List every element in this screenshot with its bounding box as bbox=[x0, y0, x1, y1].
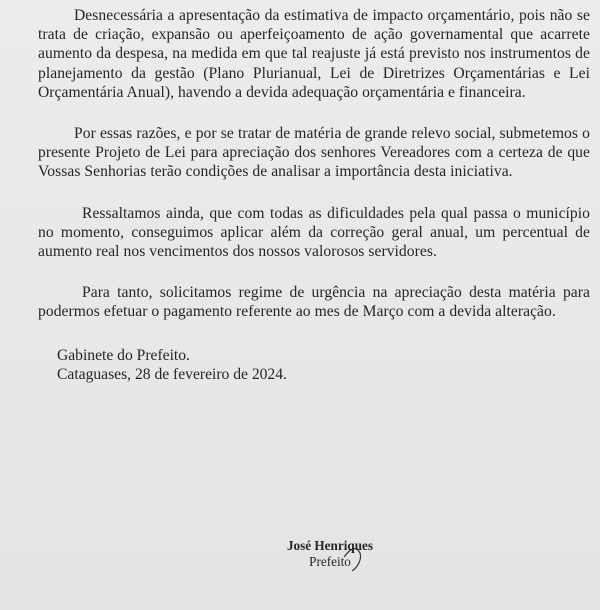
paragraph-budget-impact: Desnecessária a apresentação da estimativa de impacto orçamentário, pois não se trata de criação, expansão ou aperfeiçoamento de ação governamental que acarrete aumento da despesa, na medida em que tal reajuste já está previsto nos instrumentos de planejamento da gestão (Plano Plurianual, Lei de Diretrizes Orçamentárias e Lei Orçamentária Anual), havendo a devida adequação orçamentária e financeira. bbox=[38, 7, 590, 101]
paragraph-reasons: Por essas razões, e por se tratar de matéria de grande relevo social, submetemos o presente Projeto de Lei para apreciação dos senhores Vereadores com a certeza de que Vossas Senhorias terão condições de analisar a importância desta iniciativa. bbox=[38, 125, 590, 181]
signature-block bbox=[0, 538, 600, 570]
paragraph-difficulties: Ressaltamos ainda, que com todas as dificuldades pela qual passa o município no momento, conseguimos aplicar além da correção geral anual, um percentual de aumento real nos vencimentos dos nossos valorosos servidores. bbox=[38, 204, 590, 261]
signature-title: Prefeito bbox=[309, 554, 351, 569]
closing-block bbox=[57, 346, 457, 384]
document-body bbox=[38, 6, 590, 344]
signature-name: José Henriques bbox=[286, 538, 374, 553]
closing-place-date: Cataguases, 28 de fevereiro de 2024. bbox=[57, 366, 287, 384]
closing-office: Gabinete do Prefeito. bbox=[57, 347, 190, 364]
paragraph-urgency-request: Para tanto, solicitamos regime de urgência na apreciação desta matéria para podermos efetuar o pagamento referente ao mes de Março com a devida alteração. bbox=[38, 284, 590, 321]
